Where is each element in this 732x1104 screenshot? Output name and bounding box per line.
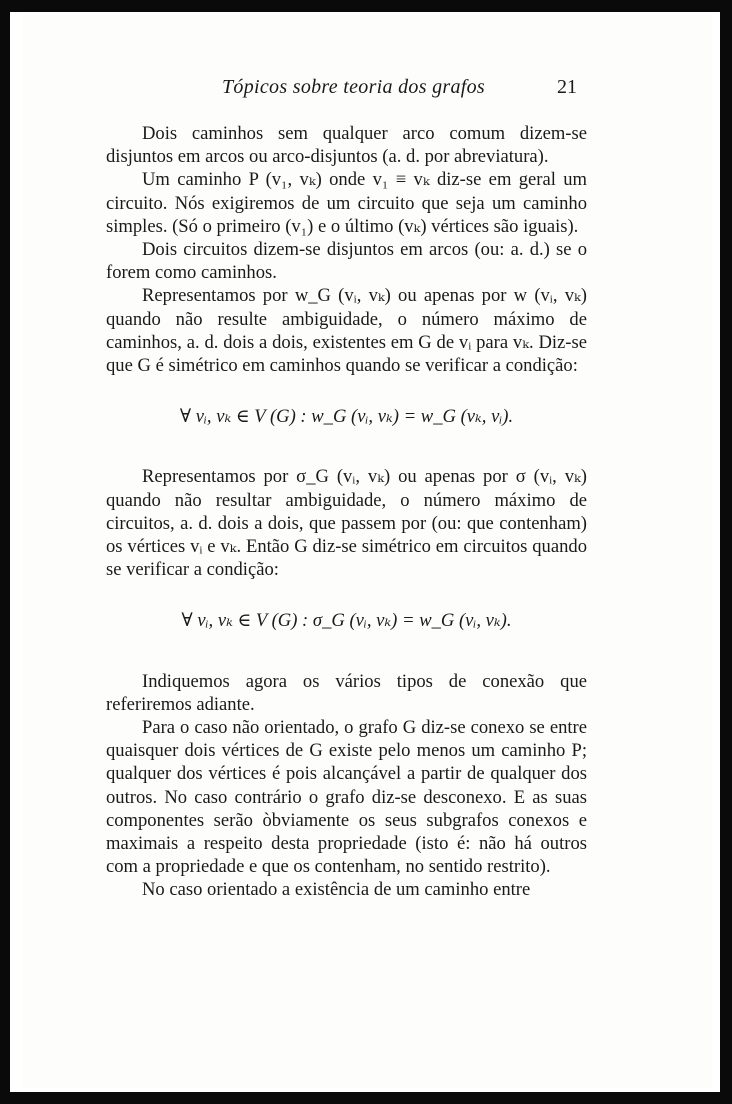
paragraph-disjoint-circuits: Dois circuitos dizem-se disjuntos em arcos (ou: a. d.) se o forem como caminhos.: [106, 239, 587, 284]
running-head: [22, 76, 712, 106]
scan-border-bottom: [0, 1092, 732, 1104]
running-title: Tópicos sobre teoria dos grafos: [222, 76, 486, 98]
page-number: 21: [557, 76, 577, 98]
equation-circuit-symmetry: ∀ vᵢ, vₖ ∈ V (G) : σ_G (vᵢ, vₖ) = w_G (vᵢ, vₖ).: [181, 610, 512, 632]
paragraph-path-symmetry: Representamos por w_G (vᵢ, vₖ) ou apenas por w (vᵢ, vₖ) quando não resulte ambiguidade, o número máximo de caminhos, a. d. dois a dois, existentes em G de vᵢ para vₖ. Diz-se que G é simétrico em caminhos quando se verificar a condição:: [106, 285, 587, 377]
paragraph-circuit-symmetry: Representamos por σ_G (vᵢ, vₖ) ou apenas por σ (vᵢ, vₖ) quando não resultar ambiguidade, o número máximo de circuitos, a. d. dois a dois, que passem por (ou: que contenham) os vértices vᵢ e vₖ. Então G diz-se simétrico em circuitos quando se verificar a condição:: [106, 466, 587, 581]
paragraph-directed-connectivity: No caso orientado a existência de um caminho entre: [142, 879, 531, 901]
scan-border-top: [0, 0, 732, 12]
paragraph-disjoint-paths: Dois caminhos sem qualquer arco comum dizem-se disjuntos em arcos ou arco-disjuntos (a. d. por abreviatura).: [106, 123, 587, 168]
paragraph-circuit-definition: Um caminho P (v₁, vₖ) onde v₁ ≡ vₖ diz-se em geral um circuito. Nós exigiremos de um circuito que seja um caminho simples. (Só o primeiro (v₁) e o último (vₖ) vértices são iguais).: [106, 169, 587, 237]
body-text: [106, 122, 587, 902]
scan-border-left: [0, 0, 10, 1104]
paragraph-connectivity-intro: Indiquemos agora os vários tipos de conexão que referiremos adiante.: [106, 670, 587, 715]
scan-border-right: [720, 0, 732, 1104]
book-page: [22, 14, 712, 1088]
paragraph-undirected-connectivity: Para o caso não orientado, o grafo G diz-se conexo se entre quaisquer dois vértices de G existe pelo menos um caminho P; qualquer dos vértices é pois alcançável a partir de qualquer dos outros. No caso contrário o grafo diz-se desconexo. E as suas componentes serão òbviamente os seus subgrafos conexos e maximais a respeito desta propriedade (isto é: não há outros com a propriedade e que os contenham, no sentido restrito).: [106, 717, 587, 878]
equation-path-symmetry: ∀ vᵢ, vₖ ∈ V (G) : w_G (vᵢ, vₖ) = w_G (vₖ, vᵢ).: [179, 406, 514, 428]
